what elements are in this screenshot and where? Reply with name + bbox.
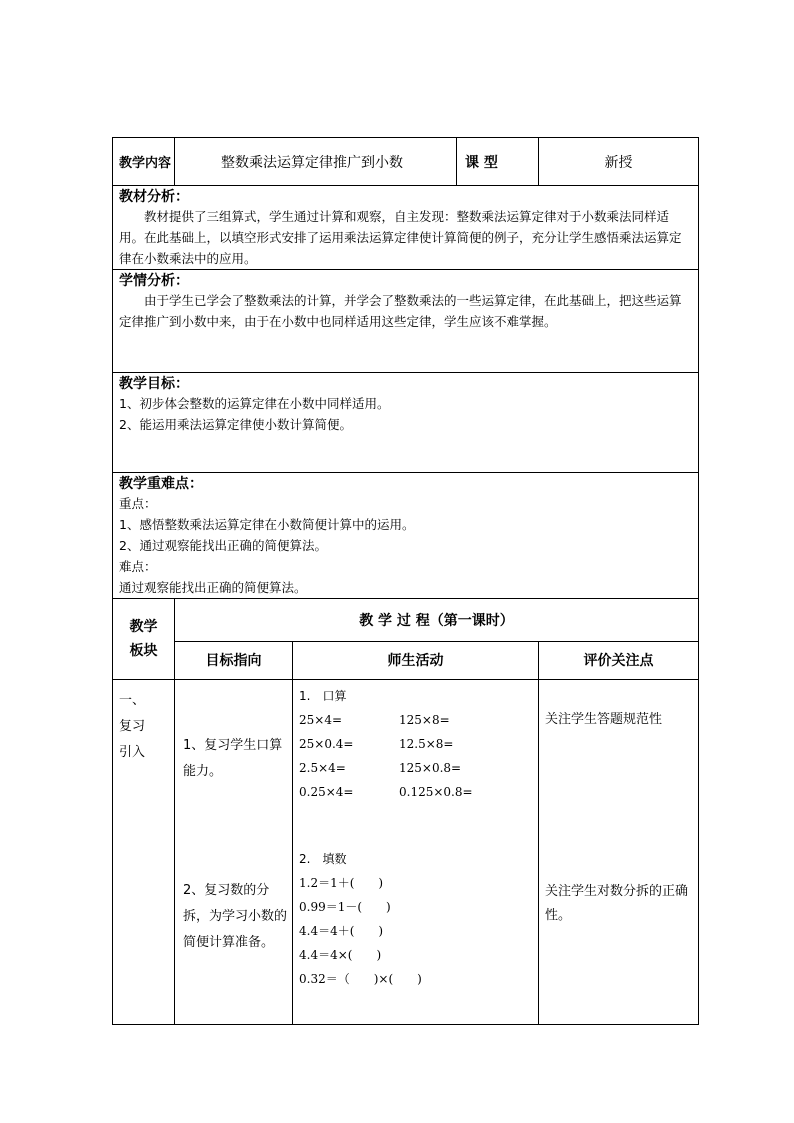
material-title: 教材分析：: [119, 189, 189, 205]
student-text: 由于学生已学会了整数乘法的计算，并学会了整数乘法的一些运算定律，在此基础上，把这些运算定律推广到小数中来，由于在小数中也同样适用这些定律，学生应该不难掌握。: [119, 293, 682, 329]
eval-cell: [539, 679, 699, 1024]
oral-item: 25×4=: [299, 712, 343, 727]
section-name: [113, 679, 175, 1024]
key-label: 重点：: [119, 496, 157, 511]
col-activity: 师生活动: [293, 641, 539, 679]
oral-item: 12.5×8=: [399, 736, 454, 751]
section-name-line: 一、: [119, 692, 146, 708]
process-title: [175, 599, 699, 641]
goals-cell: [175, 679, 293, 1024]
type-cell: [539, 138, 699, 186]
fill-item: 0.32＝（ )×( ): [299, 971, 422, 986]
fill-item: 4.4＝4＋( ): [299, 923, 384, 938]
col-goal: 目标指向: [175, 641, 293, 679]
key-points: [113, 473, 699, 599]
label-content-text: 教学内容: [119, 156, 172, 171]
activity-2-title: 2. 填数: [299, 851, 347, 866]
key-item: 1、感悟整数乘法运算定律在小数简便计算中的运用。: [119, 517, 415, 532]
label-type: 课 型: [456, 138, 538, 185]
oral-item: 2.5×4=: [299, 760, 346, 775]
lesson-table: [112, 137, 699, 599]
col-eval: 评价关注点: [539, 641, 699, 679]
fill-item: 0.99＝1－( ): [299, 899, 391, 914]
oral-item: 125×0.8=: [399, 760, 462, 775]
difficulty-label: 难点：: [119, 559, 157, 574]
key-item: 2、通过观察能找出正确的简便算法。: [119, 538, 327, 553]
process-table: [112, 599, 699, 1025]
oral-item: 125×8=: [399, 712, 450, 727]
objectives-title: 教学目标：: [119, 376, 189, 392]
fill-item: 4.4＝4×( ): [299, 947, 382, 962]
section-name-line: 复习: [119, 718, 146, 734]
student-title: 学情分析：: [119, 273, 189, 289]
activities-cell: [293, 679, 539, 1024]
label-content: [113, 138, 175, 186]
eval-2: 关注学生对数分拆的正确性。: [545, 883, 689, 923]
difficulty-text: 通过观察能找出正确的简便算法。: [119, 580, 307, 595]
material-text: 教材提供了三组算式，学生通过计算和观察，自主发现：整数乘法运算定律对于小数乘法同样适用。在此基础上，以填空形式安排了运用乘法运算定律使计算简便的例子，充分让学生感悟乘法运算定律在小数乘法中的应用。: [119, 209, 682, 266]
oral-item: 0.25×4=: [299, 784, 354, 799]
goal-1: 1、复习学生口算能力。: [183, 737, 283, 779]
lesson-plan: [112, 137, 698, 1025]
process-title-text: 教 学 过 程（第一课时）: [359, 612, 514, 629]
block-label-cell: [113, 599, 175, 679]
oral-item: 25×0.4=: [299, 736, 354, 751]
eval-1: 关注学生答题规范性: [545, 711, 663, 727]
fill-item: 1.2＝1＋( ): [299, 875, 384, 890]
oral-item: 0.125×0.8=: [399, 784, 473, 799]
activity-1-title: 1. 口算: [299, 688, 347, 703]
student-analysis: [113, 270, 699, 373]
content-cell: [175, 138, 539, 186]
block-label: 教学板块: [129, 618, 158, 659]
objectives: [113, 373, 699, 473]
goal-2: 2、复习数的分拆，为学习小数的简便计算准备。: [183, 882, 288, 950]
objective-item: 1、初步体会整数的运算定律在小数中同样适用。: [119, 396, 390, 411]
section-name-line: 引入: [119, 744, 146, 760]
type-text: 新授: [604, 154, 633, 171]
material-analysis: [113, 186, 699, 270]
key-title: 教学重难点：: [119, 476, 203, 492]
objective-item: 2、能运用乘法运算定律使小数计算简便。: [119, 417, 352, 432]
content-text: 整数乘法运算定律推广到小数: [221, 154, 403, 171]
